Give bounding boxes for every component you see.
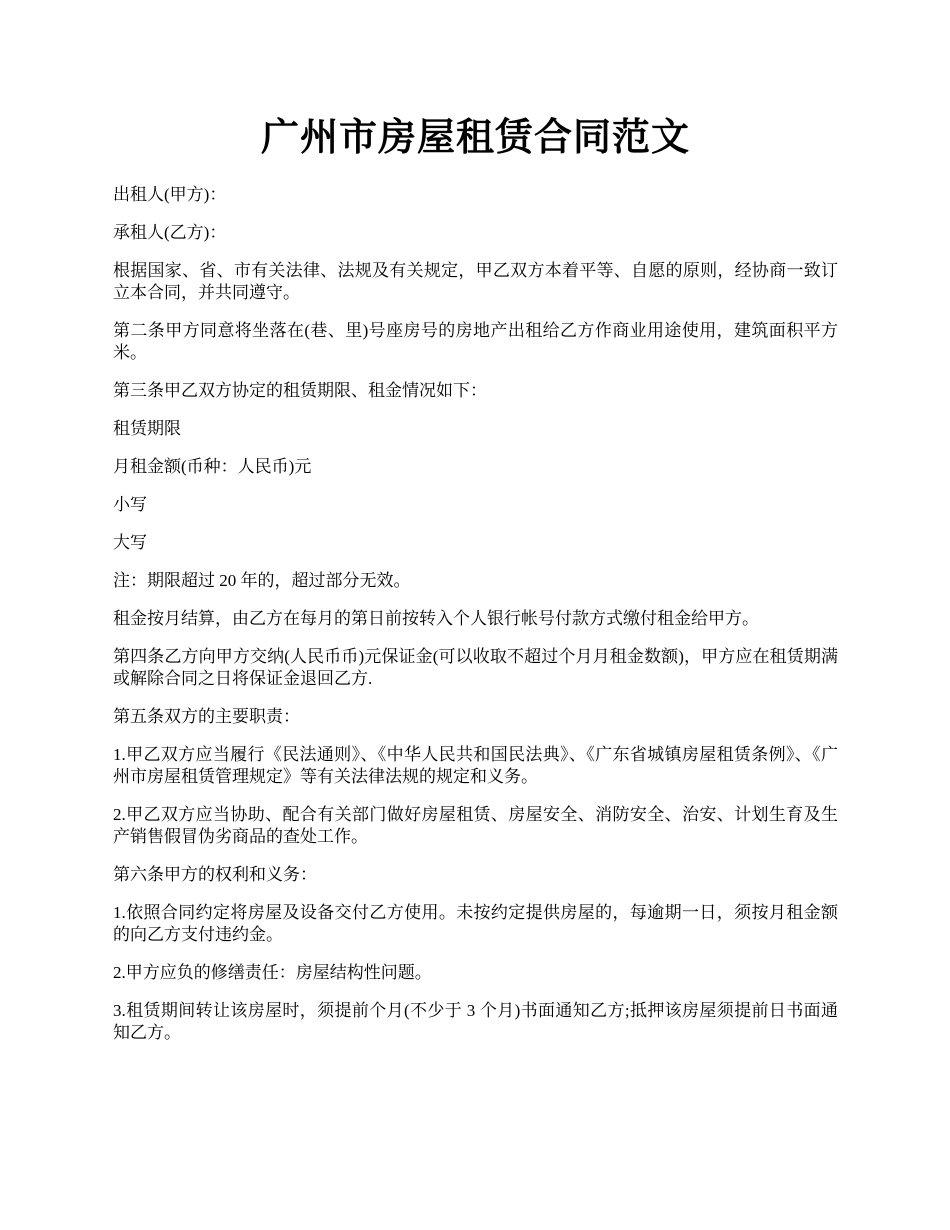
document-page [113, 112, 838, 1060]
paragraph-amount-lowercase: 小写 [113, 495, 147, 514]
paragraph-article-4: 第四条乙方向甲方交纳(人民币币)元保证金(可以收取不超过个月月租金数额)，甲方应在租赁期满或解除合同之日将保证金退回乙方. [113, 647, 838, 688]
paragraph-monthly-rent: 月租金额(币种：人民币)元 [113, 457, 312, 476]
paragraph-article-6-item-1: 1.依照合同约定将房屋及设备交付乙方使用。未按约定提供房屋的，每逾期一日，须按月租金额的向乙方支付违约金。 [113, 903, 838, 944]
paragraph-lessee: 承租人(乙方)： [113, 223, 227, 242]
paragraph-preamble: 根据国家、省、市有关法律、法规及有关规定，甲乙双方本着平等、自愿的原则，经协商一致订立本合同，并共同遵守。 [113, 261, 838, 302]
paragraph-article-2: 第二条甲方同意将坐落在(巷、里)号座房号的房地产出租给乙方作商业用途使用，建筑面积平方米。 [113, 321, 838, 362]
paragraph-article-6-item-2: 2.甲方应负的修缮责任：房屋结构性问题。 [113, 963, 432, 982]
paragraph-article-5-item-1: 1.甲乙双方应当履行《民法通则》、《中华人民共和国民法典》、《广东省城镇房屋租赁条例》、《广州市房屋租赁管理规定》等有关法律法规的规定和义务。 [113, 745, 838, 786]
paragraph-article-5: 第五条双方的主要职责： [113, 707, 300, 726]
paragraph-lessor: 出租人(甲方)： [113, 185, 227, 204]
paragraph-article-3: 第三条甲乙双方协定的租赁期限、租金情况如下： [113, 381, 487, 400]
paragraph-article-6-item-3: 3.租赁期间转让该房屋时，须提前个月(不少于 3 个月)书面通知乙方;抵押该房屋须提前日书面通知乙方。 [113, 1001, 838, 1042]
paragraph-article-5-item-2: 2.甲乙双方应当协助、配合有关部门做好房屋租赁、房屋安全、消防安全、治安、计划生育及生产销售假冒伪劣商品的查处工作。 [113, 805, 838, 846]
document-title: 广州市房屋租赁合同范文 [260, 117, 690, 159]
paragraph-article-6: 第六条甲方的权利和义务： [113, 865, 317, 884]
paragraph-amount-uppercase: 大写 [113, 533, 147, 552]
paragraph-lease-term: 租赁期限 [113, 419, 181, 438]
paragraph-rent-settlement: 租金按月结算，由乙方在每月的第日前按转入个人银行帐号付款方式缴付租金给甲方。 [113, 609, 759, 628]
paragraph-note: 注：期限超过 20 年的，超过部分无效。 [113, 571, 411, 590]
